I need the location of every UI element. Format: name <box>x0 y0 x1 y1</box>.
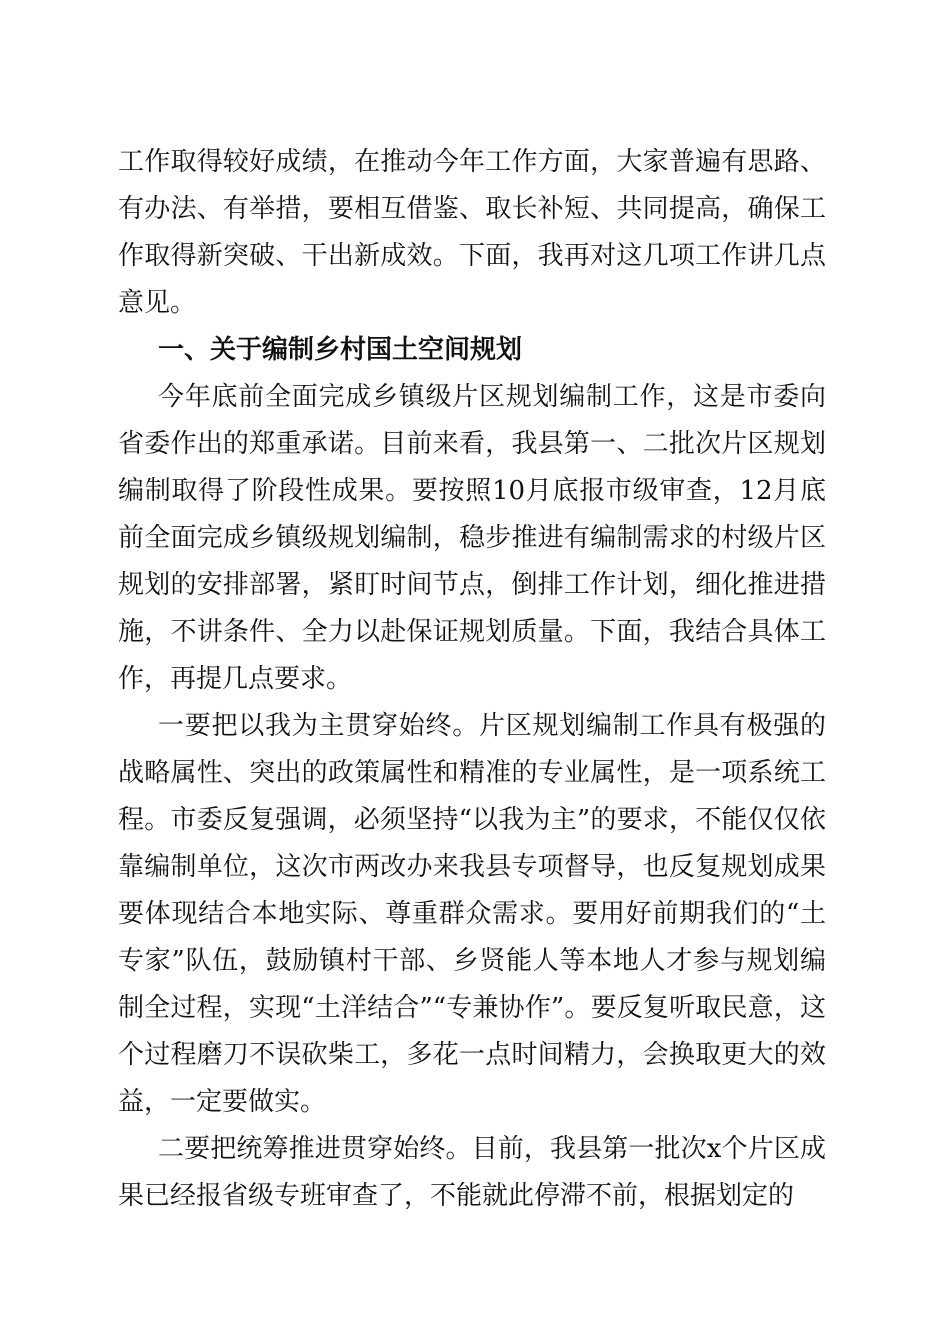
paragraph-point-two: 二要把统筹推进贯穿始终。目前，我县第一批次x个片区成果已经报省级专班审查了，不能就此停滞不前，根据划定的 <box>118 1134 826 1211</box>
paragraph-intro-continuation: 工作取得较好成绩，在推动今年工作方面，大家普遍有思路、有办法、有举措，要相互借鉴、取长补短、共同提高，确保工作取得新突破、干出新成效。下面，我再对这几项工作讲几点意见。 <box>118 147 826 318</box>
paragraph-plan-deadline: 今年底前全面完成乡镇级片区规划编制工作，这是市委向省委作出的郑重承诺。目前来看，我县第一、二批次片区规划编制取得了阶段性成果。要按照10月底报市级审查，12月底前全面完成乡镇级规划编制，稳步推进有编制需求的村级片区规划的安排部署，紧盯时间节点，倒排工作计划，细化推进措施，不讲条件、全力以赴保证规划质量。下面，我结合具体工作，再提几点要求。 <box>118 382 826 694</box>
section-heading-rural-planning: 一、关于编制乡村国土空间规划 <box>158 335 523 365</box>
document-body <box>118 139 826 1220</box>
paragraph-point-one: 一要把以我为主贯穿始终。片区规划编制工作具有极强的战略属性、突出的政策属性和精准的专业属性，是一项系统工程。市委反复强调，必须坚持“以我为主”的要求，不能仅仅依靠编制单位，这次市两改办来我县专项督导，也反复规划成果要体现结合本地实际、尊重群众需求。要用好前期我们的“土专家”队伍，鼓励镇村干部、乡贤能人等本地人才参与规划编制全过程，实现“土洋结合”“专兼协作”。要反复听取民意，这个过程磨刀不误砍柴工，多花一点时间精力，会换取更大的效益，一定要做实。 <box>118 711 826 1117</box>
